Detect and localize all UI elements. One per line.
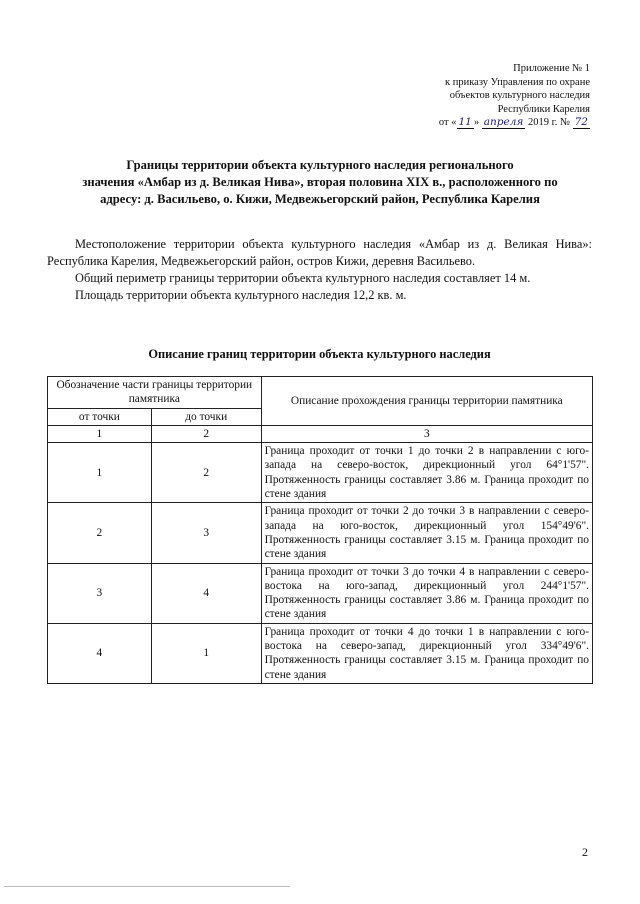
handwritten-number: 72 xyxy=(574,116,588,128)
from-point-cell: 4 xyxy=(48,623,152,683)
appendix-line-2: к приказу Управления по охране xyxy=(445,76,590,88)
header-to-point: до точки xyxy=(151,408,261,425)
appendix-line-1: Приложение № 1 xyxy=(513,63,590,74)
appendix-line-3: объектов культурного наследия xyxy=(449,90,590,101)
date-suffix: 2019 г. № xyxy=(527,117,570,128)
column-number-3: 3 xyxy=(261,425,592,442)
handwritten-day: 11 xyxy=(458,116,472,128)
appendix-header xyxy=(330,62,590,130)
location-paragraph: Местоположение территории объекта культурного наследия «Амбар из д. Великая Нива»: Республика Карелия, Медвежьегорский район, остров Кижи, деревня Васильево. xyxy=(47,237,592,268)
table-row xyxy=(48,443,593,503)
appendix-line-4: Республики Карелия xyxy=(497,103,590,115)
footer-divider xyxy=(4,886,290,887)
table-title: Описание границ территории объекта культурного наследия xyxy=(148,347,491,361)
page-number: 2 xyxy=(582,845,588,859)
date-mid: » xyxy=(473,117,480,128)
title-line-2: значения «Амбар из д. Великая Нива», вторая половина XIX в., расположенного по xyxy=(82,175,558,189)
boundary-description-cell: Граница проходит от точки 2 до точки 3 в направлении с северо-запада на юго-восток, дирекционный угол 154°49'6". Протяженность границы составляет 3.15 м. Граница проходит по стене здания xyxy=(261,503,592,563)
document-body xyxy=(47,236,592,304)
table-row xyxy=(48,503,593,563)
header-from-point: от точки xyxy=(48,408,152,425)
area-paragraph: Площадь территории объекта культурного наследия 12,2 кв. м. xyxy=(75,288,407,302)
header-boundary-description: Описание прохождения границы территории памятника xyxy=(261,377,592,426)
boundary-description-cell: Граница проходит от точки 1 до точки 2 в направлении с юго-запада на северо-восток, дирекционный угол 64°1'57". Протяженность границы составляет 3.86 м. Граница проходит по стене здания xyxy=(261,443,592,503)
column-number-2: 2 xyxy=(151,425,261,442)
document-title xyxy=(40,157,600,208)
column-number-1: 1 xyxy=(48,425,152,442)
date-prefix: от « xyxy=(438,117,457,128)
from-point-cell: 1 xyxy=(48,443,152,503)
table-row xyxy=(48,623,593,683)
from-point-cell: 3 xyxy=(48,563,152,623)
appendix-date-line xyxy=(330,116,590,130)
boundary-description-cell: Граница проходит от точки 4 до точки 1 в направлении с юго-востока на северо-запад, дирекционный угол 334°49'6". Протяженность границы составляет 3.15 м. Граница проходит по стене здания xyxy=(261,623,592,683)
table-row xyxy=(48,563,593,623)
to-point-cell: 2 xyxy=(151,443,261,503)
title-line-1: Границы территории объекта культурного наследия регионального xyxy=(126,158,514,172)
perimeter-paragraph: Общий периметр границы территории объекта культурного наследия составляет 14 м. xyxy=(75,271,531,285)
handwritten-month: апреля xyxy=(483,116,524,128)
from-point-cell: 2 xyxy=(48,503,152,563)
boundary-table xyxy=(47,376,593,684)
to-point-cell: 4 xyxy=(151,563,261,623)
header-boundary-part: Обозначение части границы территории памятника xyxy=(48,377,262,409)
to-point-cell: 3 xyxy=(151,503,261,563)
to-point-cell: 1 xyxy=(151,623,261,683)
boundary-description-cell: Граница проходит от точки 3 до точки 4 в направлении с северо-востока на юго-запад, дирекционный угол 244°1'57". Протяженность границы составляет 3.86 м. Граница проходит по стене здания xyxy=(261,563,592,623)
title-line-3: адресу: д. Васильево, о. Кижи, Медвежьегорский район, Республика Карелия xyxy=(100,192,540,206)
